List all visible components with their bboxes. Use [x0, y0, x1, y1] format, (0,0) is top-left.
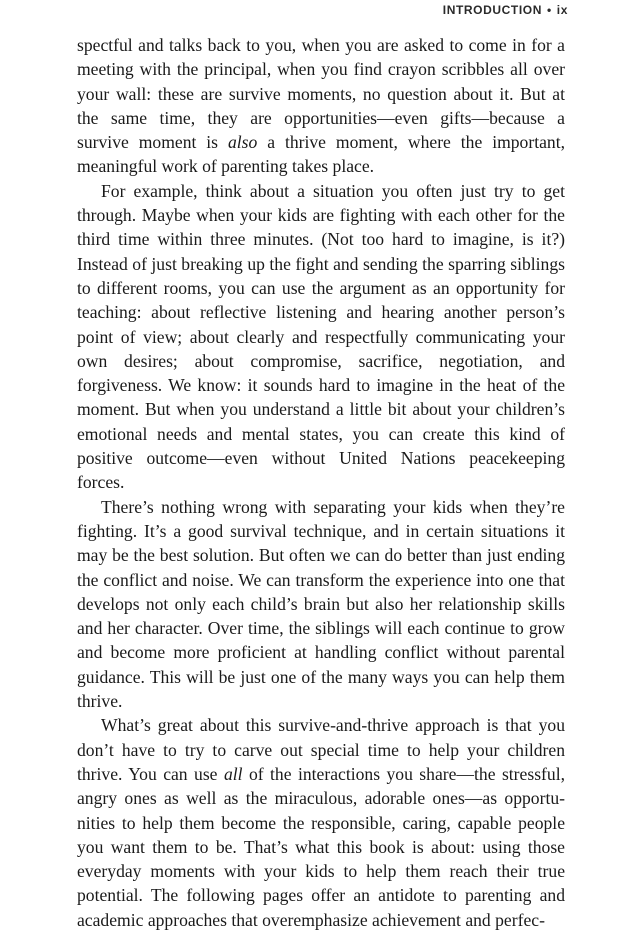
paragraph-2: For example, think about a situation you often just try to get through. Maybe when your kids are fighting with each other for the third time within three minutes. (Not too hard to imagine, is it?) Instead of just breaking up the fight and sending the sparring siblings to different rooms, you can use the argument as an opportunity for teaching: about reflective listening and hearing another person’s point of view; about clearly and respectfully communicating your own desires; about compromise, sacrifice, negotiation, and forgiveness. We know: it sounds hard to imagine in the heat of the moment. But when you understand a little bit about your children’s emotional needs and mental states, you can create this kind of positive outcome—even without United Nations peacekeeping forces. [77, 180, 565, 493]
paragraph-4 [77, 713, 565, 932]
paragraph-4-part-1: What’s great about this survive-and-thrive approach is that you don’t have to try to carve out special time to help your children thrive. You can use [77, 715, 565, 784]
running-head-separator: • [546, 3, 552, 17]
paragraph-1-part-1: spectful and talks back to you, when you are asked to come in for a meeting with the principal, when you find crayon scribbles all over your wall: these are survive moments, no question about it. But at the same time, they are opportunities—even gifts—because a survive moment is [77, 35, 565, 153]
paragraph-3: There’s nothing wrong with separating your kids when they’re fighting. It’s a good survival technique, and in certain situations it may be the best solution. But often we can do better than just ending the conflict and noise. We can transform the experience into one that develops not only each child’s brain but also her relationship skills and her character. Over time, the siblings will each continue to grow and become more proficient at handling conflict without parental guidance. This will be just one of the many ways you can help them thrive. [77, 496, 565, 712]
paragraph-4-part-3: of the interactions you share—the stressful, angry ones as well as the miraculous, adorable ones—as opportunities to help them become the responsible, caring, capable people you want them to be. That’s what this book is about: using those everyday moments with your kids to help them reach their true potential. The following pages offer an antidote to parenting and academic approaches that overemphasize achievement and perfec- [77, 763, 565, 930]
running-head-section: INTRODUCTION [442, 3, 542, 17]
page-number: ix [556, 3, 568, 17]
running-head [443, 3, 568, 17]
paragraph-4-emphasis: all [223, 763, 243, 784]
paragraph-1-emphasis: also [227, 132, 258, 153]
paragraph-1-part-3: a thrive moment, where the important, meaningful work of parenting takes place. [77, 132, 565, 177]
body-text [77, 33, 565, 932]
paragraph-1 [77, 33, 565, 179]
